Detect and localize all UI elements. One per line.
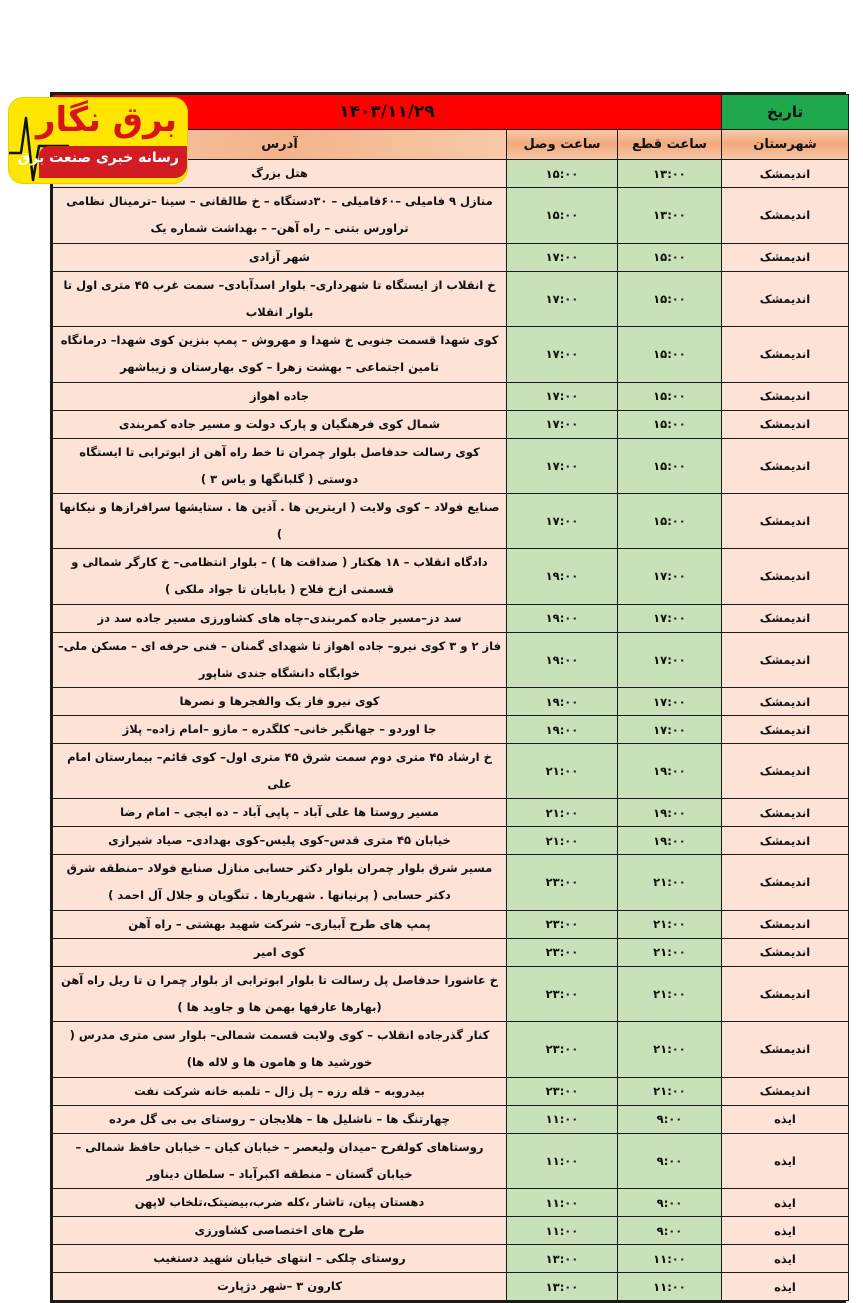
reconnect-time-cell: ۱۳:۰۰ bbox=[507, 1273, 618, 1301]
cutoff-time-cell: ۱۵:۰۰ bbox=[618, 271, 722, 327]
address-cell: جاده اهواز bbox=[53, 382, 507, 410]
table-row bbox=[53, 938, 849, 966]
table-row bbox=[53, 1105, 849, 1133]
cutoff-time-cell: ۱۷:۰۰ bbox=[618, 549, 722, 605]
reconnect-time-cell: ۱۱:۰۰ bbox=[507, 1189, 618, 1217]
reconnect-time-cell: ۱۵:۰۰ bbox=[507, 160, 618, 188]
address-cell: خ عاشورا حدفاصل پل رسالت تا بلوار ابوترابی از بلوار چمرا ن تا ریل راه آهن (بهارها عارفها بهمن ها و جاوید ها ) bbox=[53, 966, 507, 1022]
table-row bbox=[53, 855, 849, 911]
outage-schedule-sheet bbox=[50, 92, 846, 1303]
reconnect-time-cell: ۱۹:۰۰ bbox=[507, 604, 618, 632]
city-cell: اندیمشک bbox=[722, 744, 849, 799]
cutoff-time-cell: ۱۹:۰۰ bbox=[618, 744, 722, 799]
city-cell: ایذه bbox=[722, 1245, 849, 1273]
table-row bbox=[53, 1245, 849, 1273]
reconnect-time-cell: ۲۱:۰۰ bbox=[507, 744, 618, 799]
cutoff-time-cell: ۲۱:۰۰ bbox=[618, 1077, 722, 1105]
address-cell: کوی نیرو فاز یک والفجرها و نصرها bbox=[53, 688, 507, 716]
cutoff-time-cell: ۱۵:۰۰ bbox=[618, 327, 722, 383]
address-cell: کوی شهدا قسمت جنوبی خ شهدا و مهروش – پمپ بنزین کوی شهدا– درمانگاه تامین اجتماعی – بهشت زهرا – کوی بهارستان و زیباشهر bbox=[53, 327, 507, 383]
outage-table bbox=[52, 94, 849, 1301]
reconnect-time-cell: ۱۷:۰۰ bbox=[507, 243, 618, 271]
address-cell: پمپ های طرح آبیاری– شرکت شهید بهشتی – راه آهن bbox=[53, 910, 507, 938]
cutoff-time-cell: ۱۵:۰۰ bbox=[618, 382, 722, 410]
reconnect-time-cell: ۱۵:۰۰ bbox=[507, 188, 618, 244]
reconnect-time-cell: ۱۱:۰۰ bbox=[507, 1133, 618, 1189]
table-row bbox=[53, 688, 849, 716]
reconnect-time-cell: ۱۷:۰۰ bbox=[507, 327, 618, 383]
city-cell: اندیمشک bbox=[722, 910, 849, 938]
reconnect-time-cell: ۲۳:۰۰ bbox=[507, 938, 618, 966]
cutoff-time-cell: ۲۱:۰۰ bbox=[618, 938, 722, 966]
cutoff-time-cell: ۱۵:۰۰ bbox=[618, 243, 722, 271]
table-row bbox=[53, 1273, 849, 1301]
reconnect-time-cell: ۱۷:۰۰ bbox=[507, 438, 618, 494]
reconnect-time-cell: ۱۳:۰۰ bbox=[507, 1245, 618, 1273]
table-row bbox=[53, 632, 849, 688]
address-cell: شهر آزادی bbox=[53, 243, 507, 271]
cutoff-time-cell: ۱۷:۰۰ bbox=[618, 716, 722, 744]
reconnect-time-cell: ۲۳:۰۰ bbox=[507, 1022, 618, 1078]
table-row bbox=[53, 382, 849, 410]
city-cell: اندیمشک bbox=[722, 1022, 849, 1078]
logo-tagline: رسانه خبری صنعت برق bbox=[17, 150, 179, 166]
reconnect-time-cell: ۲۱:۰۰ bbox=[507, 799, 618, 827]
cutoff-time-cell: ۲۱:۰۰ bbox=[618, 910, 722, 938]
cutoff-time-cell: ۱۳:۰۰ bbox=[618, 188, 722, 244]
reconnect-time-cell: ۱۱:۰۰ bbox=[507, 1217, 618, 1245]
reconnect-time-cell: ۱۷:۰۰ bbox=[507, 494, 618, 549]
reconnect-time-cell: ۱۹:۰۰ bbox=[507, 716, 618, 744]
address-cell: مسیر شرق بلوار چمران بلوار دکتر حسابی منازل صنایع فولاد –منطقه شرق دکتر حسابی ( پرنیانها . شهریارها . تنگویان و جلال آل احمد ) bbox=[53, 855, 507, 911]
city-cell: اندیمشک bbox=[722, 966, 849, 1022]
cutoff-time-cell: ۱۱:۰۰ bbox=[618, 1245, 722, 1273]
cutoff-time-cell: ۱۷:۰۰ bbox=[618, 688, 722, 716]
address-cell: خ ارشاد ۴۵ متری دوم سمت شرق ۴۵ متری اول– کوی قائم– بیمارستان امام علی bbox=[53, 744, 507, 799]
city-cell: اندیمشک bbox=[722, 327, 849, 383]
address-cell: دهستان پیان، تاشار ،کله ضرب،بیضیتک،تلخاب لاپهن bbox=[53, 1189, 507, 1217]
city-cell: اندیمشک bbox=[722, 271, 849, 327]
city-cell: اندیمشک bbox=[722, 549, 849, 605]
city-cell: اندیمشک bbox=[722, 688, 849, 716]
city-cell: ایذه bbox=[722, 1105, 849, 1133]
column-header-cutoff: ساعت قطع bbox=[618, 130, 722, 160]
table-row bbox=[53, 799, 849, 827]
city-cell: اندیمشک bbox=[722, 799, 849, 827]
reconnect-time-cell: ۱۷:۰۰ bbox=[507, 382, 618, 410]
address-cell: جا اوردو – جهانگیر خانی– کلگدره – مازو –امام زاده– پلاژ bbox=[53, 716, 507, 744]
table-row bbox=[53, 494, 849, 549]
address-cell: روستاهای کولفرح –میدان ولیعصر – خیابان کیان – خیابان حافظ شمالی – خیابان گستان – منطقه اکبرآباد – سلطان دیناور bbox=[53, 1133, 507, 1189]
table-row bbox=[53, 910, 849, 938]
cutoff-time-cell: ۱۹:۰۰ bbox=[618, 799, 722, 827]
city-cell: اندیمشک bbox=[722, 632, 849, 688]
city-cell: ایذه bbox=[722, 1189, 849, 1217]
city-cell: اندیمشک bbox=[722, 604, 849, 632]
table-row bbox=[53, 827, 849, 855]
city-cell: اندیمشک bbox=[722, 243, 849, 271]
city-cell: اندیمشک bbox=[722, 827, 849, 855]
address-cell: شمال کوی فرهنگیان و پارک دولت و مسیر جاده کمربندی bbox=[53, 410, 507, 438]
reconnect-time-cell: ۱۹:۰۰ bbox=[507, 632, 618, 688]
table-row bbox=[53, 716, 849, 744]
address-cell: طرح های اختصاصی کشاورزی bbox=[53, 1217, 507, 1245]
cutoff-time-cell: ۲۱:۰۰ bbox=[618, 1022, 722, 1078]
cutoff-time-cell: ۱۷:۰۰ bbox=[618, 604, 722, 632]
reconnect-time-cell: ۱۷:۰۰ bbox=[507, 410, 618, 438]
city-cell: اندیمشک bbox=[722, 188, 849, 244]
cutoff-time-cell: ۹:۰۰ bbox=[618, 1189, 722, 1217]
table-row bbox=[53, 188, 849, 244]
address-cell: مسیر روستا ها علی آباد – پاپی آباد – ده ایجی – امام رضا bbox=[53, 799, 507, 827]
date-value: ۱۴۰۳/۱۱/۲۹ bbox=[53, 95, 722, 130]
cutoff-time-cell: ۱۵:۰۰ bbox=[618, 410, 722, 438]
reconnect-time-cell: ۲۳:۰۰ bbox=[507, 1077, 618, 1105]
table-row bbox=[53, 744, 849, 799]
table-row bbox=[53, 410, 849, 438]
address-cell: فاز ۲ و ۳ کوی نیرو– جاده اهواز تا شهدای گمنان – فنی حرفه ای – مسکن ملی– خوابگاه دانشگاه جندی شاپور bbox=[53, 632, 507, 688]
city-cell: اندیمشک bbox=[722, 410, 849, 438]
address-cell: سد دز–مسیر جاده کمربندی–چاه های کشاورزی مسیر جاده سد دز bbox=[53, 604, 507, 632]
address-cell: کنار گذرجاده انقلاب – کوی ولایت قسمت شمالی– بلوار سی متری مدرس ( خورشید ها و هامون ها و لاله ها) bbox=[53, 1022, 507, 1078]
table-row bbox=[53, 549, 849, 605]
cutoff-time-cell: ۱۳:۰۰ bbox=[618, 160, 722, 188]
address-cell: دادگاه انقلاب – ۱۸ هکتار ( صداقت ها ) – بلوار انتظامی– خ کارگر شمالی و قسمتی ازخ فلاح ( بابایان تا جواد ملکی ) bbox=[53, 549, 507, 605]
logo-title: برق نگار bbox=[35, 100, 177, 140]
table-row bbox=[53, 1133, 849, 1189]
table-row bbox=[53, 243, 849, 271]
column-header-reconnect: ساعت وصل bbox=[507, 130, 618, 160]
reconnect-time-cell: ۲۱:۰۰ bbox=[507, 827, 618, 855]
cutoff-time-cell: ۱۵:۰۰ bbox=[618, 438, 722, 494]
column-header-city: شهرستان bbox=[722, 130, 849, 160]
address-cell: کوی رسالت حدفاصل بلوار چمران تا خط راه آهن از ابوترابی تا ایستگاه دوستی ( گلبانگها و یاس ۳ ) bbox=[53, 438, 507, 494]
table-row bbox=[53, 1189, 849, 1217]
table-row bbox=[53, 604, 849, 632]
address-cell: چهارتنگ ها – ناشلیل ها – هلایجان – روستای بی بی گل مرده bbox=[53, 1105, 507, 1133]
reconnect-time-cell: ۲۳:۰۰ bbox=[507, 910, 618, 938]
cutoff-time-cell: ۲۱:۰۰ bbox=[618, 966, 722, 1022]
table-row bbox=[53, 1022, 849, 1078]
cutoff-time-cell: ۲۱:۰۰ bbox=[618, 855, 722, 911]
address-cell: بیدروبه – قله رزه – پل زال – تلمبه خانه شرکت نفت bbox=[53, 1077, 507, 1105]
address-cell: منازل ۹ فامیلی –۶۰فامیلی – ۳۰دستگاه – خ طالقانی – سینا –ترمینال نظامی تراورس بتنی – راه آهن– – بهداشت شماره یک bbox=[53, 188, 507, 244]
city-cell: اندیمشک bbox=[722, 1077, 849, 1105]
address-cell: کارون ۳ –شهر دژپارت bbox=[53, 1273, 507, 1301]
city-cell: اندیمشک bbox=[722, 160, 849, 188]
table-row bbox=[53, 1077, 849, 1105]
cutoff-time-cell: ۱۱:۰۰ bbox=[618, 1273, 722, 1301]
city-cell: اندیمشک bbox=[722, 855, 849, 911]
city-cell: اندیمشک bbox=[722, 716, 849, 744]
table-row bbox=[53, 271, 849, 327]
address-cell: روستای چلکی – انتهای خیابان شهید دستغیب bbox=[53, 1245, 507, 1273]
date-label: تاریخ bbox=[722, 95, 849, 130]
city-cell: اندیمشک bbox=[722, 438, 849, 494]
city-cell: اندیمشک bbox=[722, 494, 849, 549]
city-cell: اندیمشک bbox=[722, 938, 849, 966]
address-cell: صنایع فولاد – کوی ولایت ( اریترین ها . آذین ها . ستایشها سرافرازها و نیکانها ) bbox=[53, 494, 507, 549]
address-cell: خ انقلاب از ایستگاه تا شهرداری– بلوار اسدآبادی– سمت غرب ۴۵ متری اول تا بلوار انقلاب bbox=[53, 271, 507, 327]
barq-negar-logo bbox=[9, 98, 187, 183]
reconnect-time-cell: ۱۱:۰۰ bbox=[507, 1105, 618, 1133]
table-row bbox=[53, 327, 849, 383]
city-cell: اندیمشک bbox=[722, 382, 849, 410]
address-cell: هتل بزرگ bbox=[53, 160, 507, 188]
cutoff-time-cell: ۹:۰۰ bbox=[618, 1133, 722, 1189]
city-cell: ایذه bbox=[722, 1133, 849, 1189]
cutoff-time-cell: ۹:۰۰ bbox=[618, 1217, 722, 1245]
table-row bbox=[53, 1217, 849, 1245]
cutoff-time-cell: ۱۵:۰۰ bbox=[618, 494, 722, 549]
reconnect-time-cell: ۲۳:۰۰ bbox=[507, 966, 618, 1022]
reconnect-time-cell: ۱۷:۰۰ bbox=[507, 271, 618, 327]
cutoff-time-cell: ۱۹:۰۰ bbox=[618, 827, 722, 855]
cutoff-time-cell: ۹:۰۰ bbox=[618, 1105, 722, 1133]
table-row bbox=[53, 438, 849, 494]
column-header-address: آدرس bbox=[53, 130, 507, 160]
address-cell: کوی امیر bbox=[53, 938, 507, 966]
reconnect-time-cell: ۱۹:۰۰ bbox=[507, 549, 618, 605]
city-cell: ایذه bbox=[722, 1217, 849, 1245]
reconnect-time-cell: ۲۳:۰۰ bbox=[507, 855, 618, 911]
city-cell: ایذه bbox=[722, 1273, 849, 1301]
address-cell: خیابان ۴۵ متری قدس–کوی پلیس–کوی بهدادی– صیاد شیرازی bbox=[53, 827, 507, 855]
reconnect-time-cell: ۱۹:۰۰ bbox=[507, 688, 618, 716]
table-row bbox=[53, 966, 849, 1022]
cutoff-time-cell: ۱۷:۰۰ bbox=[618, 632, 722, 688]
